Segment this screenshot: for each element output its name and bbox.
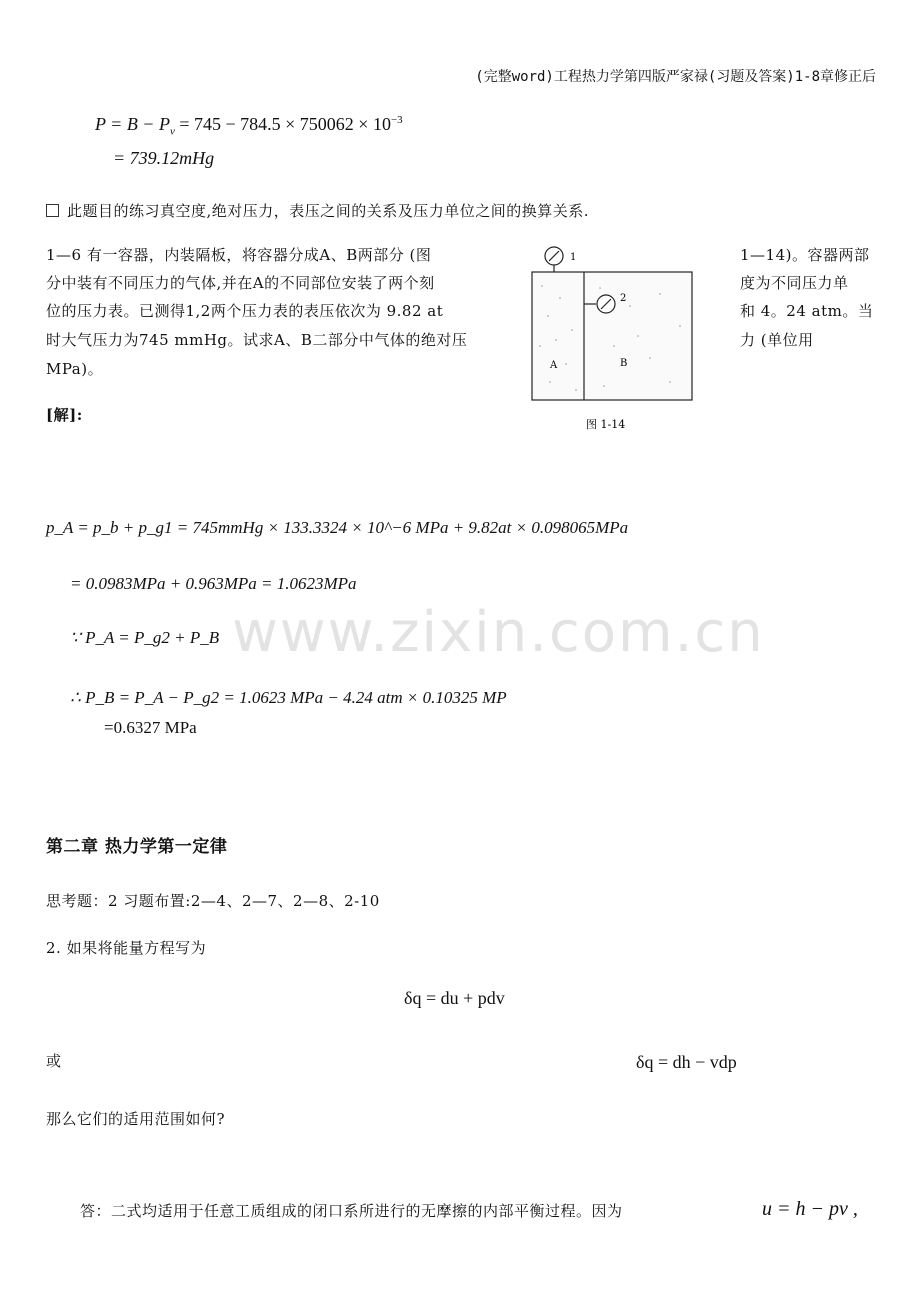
eq-top-line1-rest: = 745 − 784.5 × 750062 × 10 <box>174 114 391 134</box>
answer-line: 答：二式均适用于任意工质组成的闭口系所进行的无摩擦的内部平衡过程。因为 <box>80 1202 623 1220</box>
container-outline <box>532 272 692 400</box>
eq-top-line1-exp: −3 <box>390 114 403 126</box>
chapter-title: 第二章 热力学第一定律 <box>46 837 228 857</box>
energy-equation-1: δq = du + pdv <box>404 988 505 1008</box>
watermark: www.zixin.com.cn <box>232 600 765 665</box>
problem-line-3: 位的压力表。已测得1,2两个压力表的表压依次为 9.82 at <box>46 302 444 320</box>
solution-eq-1: p_A = p_b + p_g1 = 745mmHg × 133.3324 × 10^−6 MPa + 9.82at × 0.098065MPa <box>46 518 629 537</box>
solution-eq-3: ∵ P_A = P_g2 + P_B <box>70 628 220 647</box>
figure-caption: 图 1-14 <box>586 418 626 431</box>
region-a-label: A <box>550 360 558 371</box>
note-line <box>46 200 589 221</box>
energy-equation-2: δq = dh − vdp <box>636 1052 737 1072</box>
eq-top-line1-sub: v <box>169 125 175 138</box>
or-label: 或 <box>46 1052 62 1070</box>
problem-line-2: 分中装有不同压力的气体,并在A的不同部位安装了两个刻 <box>46 274 435 292</box>
problem-right-line-3: 和 4。24 atm。当 <box>740 302 874 320</box>
page-header: (完整word)工程热力学第四版严家禄(习题及答案)1-8章修正后 <box>475 69 876 85</box>
problem-line-1: 1—6 有一容器，内装隔板，将容器分成A、B两部分 (图 <box>46 246 432 264</box>
problem-right-line-2: 度为不同压力单 <box>740 274 849 292</box>
eq-top-line1-main: P = B − P <box>95 114 170 134</box>
eq-top-line2: = 739.12mHg <box>113 148 215 168</box>
question-2-line: 那么它们的适用范围如何? <box>46 1110 226 1128</box>
question-line: 2. 如果将能量方程写为 <box>46 939 207 957</box>
note-text: 此题目的练习真空度,绝对压力，表压之间的关系及压力单位之间的换算关系. <box>67 202 590 220</box>
gauge-2-label: 2 <box>620 293 627 304</box>
container-figure <box>520 236 702 436</box>
problem-right-line-4: 力 (单位用 <box>740 331 814 349</box>
problem-line-4: 时大气压力为745 mmHg。试求A、B二部分中气体的绝对压 <box>46 331 468 349</box>
gauge-1-label: 1 <box>570 252 577 263</box>
answer-equation: u = h − pv , <box>762 1198 858 1220</box>
problem-line-5: MPa)。 <box>46 360 104 378</box>
solution-eq-5: =0.6327 MPa <box>104 718 197 737</box>
checkbox-icon <box>46 204 59 217</box>
problem-right-line-1: 1—14)。容器两部 <box>740 246 870 264</box>
solution-eq-2: = 0.0983MPa + 0.963MPa = 1.0623MPa <box>70 574 357 593</box>
assignment-line: 思考题：2 习题布置:2—4、2—7、2—8、2-10 <box>46 892 380 910</box>
region-b-label: B <box>620 358 628 369</box>
eq-top-line1 <box>95 114 403 138</box>
solution-label: [解]: <box>46 406 83 424</box>
solution-eq-4: ∴ P_B = P_A − P_g2 = 1.0623 MPa − 4.24 atm × 0.10325 MP <box>70 688 507 707</box>
